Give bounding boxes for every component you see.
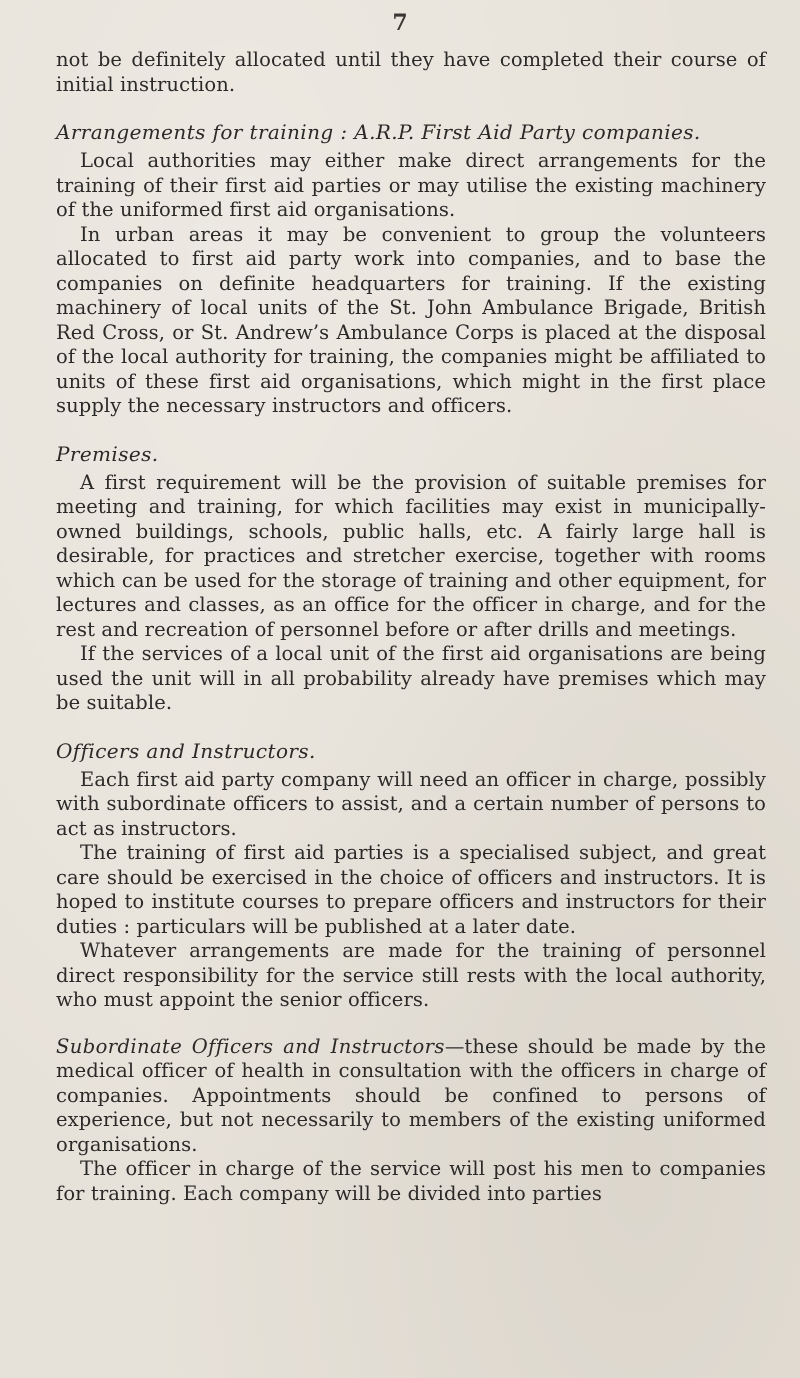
premises-paragraph-1: A first requirement will be the provision of suitable premises for meeting and training, for which facilities may exist in municipally-owned buildings, schools, public halls, etc. A fairly large hall is desirable, for practices and stretcher exercise, together with rooms which can be used for the storage of training and other equipment, for lectures and classes, as an office for the officer in charge, and for the rest and recreation of personnel before or after drills and meetings. xyxy=(56,470,766,641)
training-paragraph-1: Local authorities may either make direct arrangements for the training of their first aid parties or may utilise the existing machinery of the uniformed first aid organisations. xyxy=(56,149,766,221)
officers-paragraph-2: The training of first aid parties is a specialised subject, and great care should be exercised in the choice of officers and instructors. It is hoped to institute courses to prepare officers and instructors for their duties : particulars will be published at a later date. xyxy=(56,841,766,938)
officers-paragraph-1: Each first aid party company will need an officer in charge, possibly with subordinate officers to assist, and a certain number of persons to act as instructors. xyxy=(56,767,766,840)
subordinate-text: —these should be made by the medical officer of health in consultation with the officers in charge of companies. Appointments should be confined to persons of experience, but not necessarily to members of the existing uniformed organisations. xyxy=(56,1034,766,1156)
officers-paragraph-3: Whatever arrangements are made for the training of personnel direct responsibility for the service still rests with the local authority, who must appoint the senior officers. xyxy=(56,939,766,1011)
page-number: 7 xyxy=(392,10,408,36)
closing-paragraph: The officer in charge of the service will post his men to companies for training. Each company will be divided into parties xyxy=(56,1157,766,1205)
officers-heading: Officers and Instructors. xyxy=(56,738,316,763)
training-heading: Arrangements for training : A.R.P. First Aid Party companies. xyxy=(56,120,701,144)
subordinate-paragraph xyxy=(56,1035,766,1158)
subordinate-lead: Subordinate Officers and Instructors xyxy=(56,1034,445,1058)
training-paragraph-2: In urban areas it may be convenient to group the volunteers allocated to first aid party work into companies, and to base the companies on definite headquarters for training. If the existing machinery of local units of the St. John Ambulance Brigade, British Red Cross, or St. Andrew’s Ambulance Corps is placed at the disposal of the local authority for training, the companies might be affiliated to units of these first aid organisations, which might in the first place supply the necessary instructors and officers. xyxy=(56,222,766,417)
premises-heading: Premises. xyxy=(56,441,159,466)
opening-paragraph: not be definitely allocated until they have completed their course of initial instruction. xyxy=(56,48,766,96)
premises-paragraph-2: If the services of a local unit of the first aid organisations are being used the unit will in all probability already have premises which may be suitable. xyxy=(56,642,766,714)
